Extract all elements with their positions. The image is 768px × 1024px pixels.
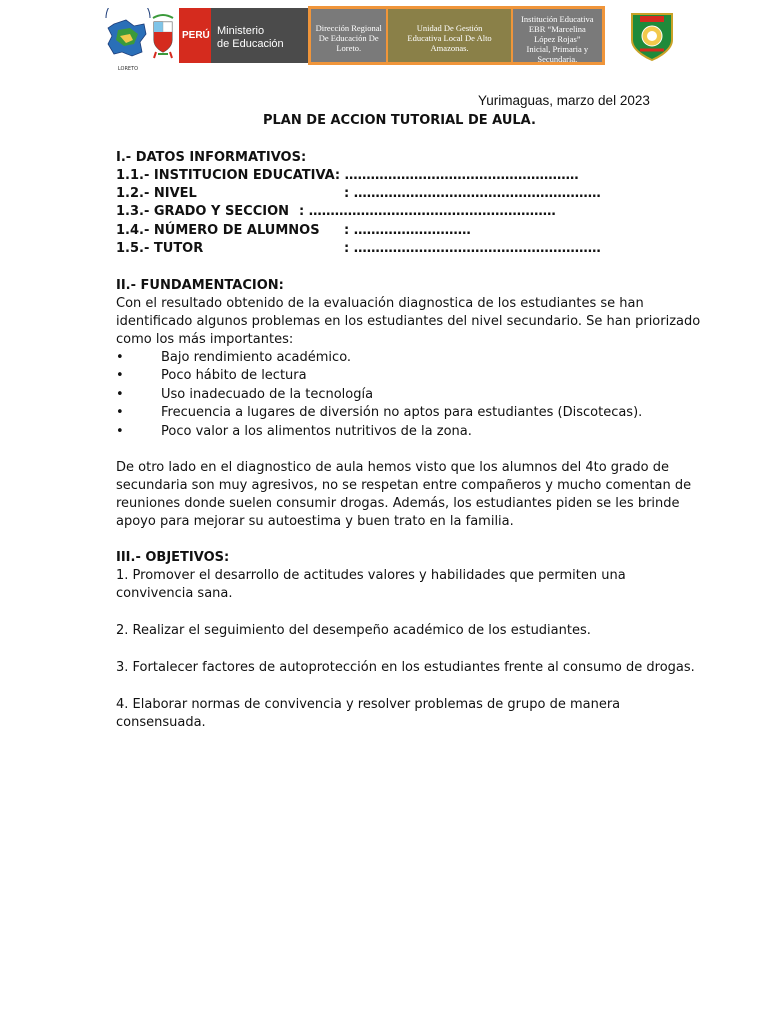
bullet-icon: • — [116, 387, 124, 402]
paragraph-line: secundaria son muy agresivos, no se respetan entre compañeros y mucho comentan de — [116, 478, 692, 493]
institution-boxes — [308, 6, 605, 65]
ministry-name — [217, 25, 305, 51]
box-line: Unidad De Gestión — [416, 23, 483, 33]
objective-line: consensuada. — [116, 715, 206, 730]
document-date: Yurimaguas, marzo del 2023 — [478, 93, 650, 108]
school-box — [513, 9, 602, 62]
section-heading-fundamentacion: II.- FUNDAMENTACION: — [116, 278, 284, 293]
ugel-box — [388, 9, 510, 62]
field-label: 1.3.- GRADO Y SECCION — [116, 204, 290, 219]
objective-line: 1. Promover el desarrollo de actitudes valores y habilidades que permiten una — [116, 568, 626, 583]
objective-line: 2. Realizar el seguimiento del desempeño académico de los estudiantes. — [116, 623, 591, 638]
bullet-icon: • — [116, 424, 124, 439]
paragraph-line: identificado algunos problemas en los estudiantes del nivel secundario. Se han priorizado — [116, 314, 701, 329]
field-label: 1.4.- NÚMERO DE ALUMNOS — [116, 223, 320, 238]
section-heading-objetivos: III.- OBJETIVOS: — [116, 550, 230, 565]
field-label: 1.5.- TUTOR — [116, 241, 204, 256]
field-label: 1.2.- NIVEL — [116, 186, 197, 201]
field-numero-alumnos — [116, 222, 471, 240]
objective-line: 3. Fortalecer factores de autoprotección en los estudiantes frente al consumo de drogas. — [116, 660, 695, 675]
paragraph-line: Con el resultado obtenido de la evaluación diagnostica de los estudiantes se han — [116, 296, 644, 311]
peru-shield-icon — [150, 12, 176, 60]
box-line: Loreto. — [336, 43, 362, 53]
field-grado — [116, 203, 556, 221]
paragraph-line: De otro lado en el diagnostico de aula hemos visto que los alumnos del 4to grado de — [116, 460, 669, 475]
field-value: : ……………………… — [344, 223, 471, 238]
field-value: : ………………………………………………… — [344, 186, 601, 201]
list-item-text: Bajo rendimiento académico. — [161, 350, 352, 365]
field-value: : ………………………………………………… — [344, 241, 601, 256]
list-item-text: Frecuencia a lugares de diversión no aptos para estudiantes (Discotecas). — [161, 405, 643, 420]
ministry-line-2: de Educación — [217, 38, 284, 50]
list-item-text: Poco hábito de lectura — [161, 368, 307, 383]
paragraph-line: reuniones donde suelen consumir drogas. Además, los estudiantes piden se les brinde — [116, 496, 680, 511]
bullet-icon: • — [116, 350, 124, 365]
loreto-map-icon — [100, 8, 156, 66]
box-line: Educativa Local De Alto — [407, 33, 492, 43]
school-crest-icon — [628, 10, 676, 62]
box-line: De Educación De — [318, 33, 379, 43]
document-title: PLAN DE ACCION TUTORIAL DE AULA. — [263, 113, 536, 128]
field-tutor — [116, 240, 601, 258]
objective-line: 4. Elaborar normas de convivencia y resolver problemas de grupo de manera — [116, 697, 621, 712]
box-line: Dirección Regional — [315, 23, 382, 33]
field-value: ……………………………………………… — [340, 168, 579, 183]
logo-caption: LORETO — [117, 66, 139, 72]
box-line: López Rojas” — [534, 34, 581, 44]
bullet-icon: • — [116, 368, 124, 383]
field-value: : ………………………………………………… — [299, 204, 556, 219]
objective-line: convivencia sana. — [116, 586, 233, 601]
box-line: Secundaria. — [537, 54, 578, 62]
field-institucion — [116, 167, 579, 185]
box-line: Inicial, Primaria y — [526, 44, 589, 54]
field-nivel — [116, 185, 601, 203]
minedu-logo — [179, 8, 308, 63]
bullet-icon: • — [116, 405, 124, 420]
box-line: Institución Educativa — [521, 14, 594, 24]
section-heading-datos: I.- DATOS INFORMATIVOS: — [116, 150, 307, 165]
peru-brand-text: PERÚ — [182, 30, 210, 41]
dre-loreto-box — [311, 9, 386, 62]
paragraph-line: apoyo para mejorar su autoestima y buen trato en la familia. — [116, 514, 514, 529]
box-line: Amazonas. — [430, 43, 469, 53]
field-label: 1.1.- INSTITUCION EDUCATIVA: — [116, 168, 341, 183]
box-line: EBR “Marcelina — [528, 24, 586, 34]
list-item-text: Uso inadecuado de la tecnología — [161, 387, 374, 402]
document-header — [0, 0, 768, 80]
ministry-line-1: Ministerio — [217, 25, 265, 37]
paragraph-line: como los más importantes: — [116, 332, 294, 347]
list-item-text: Poco valor a los alimentos nutritivos de la zona. — [161, 424, 472, 439]
